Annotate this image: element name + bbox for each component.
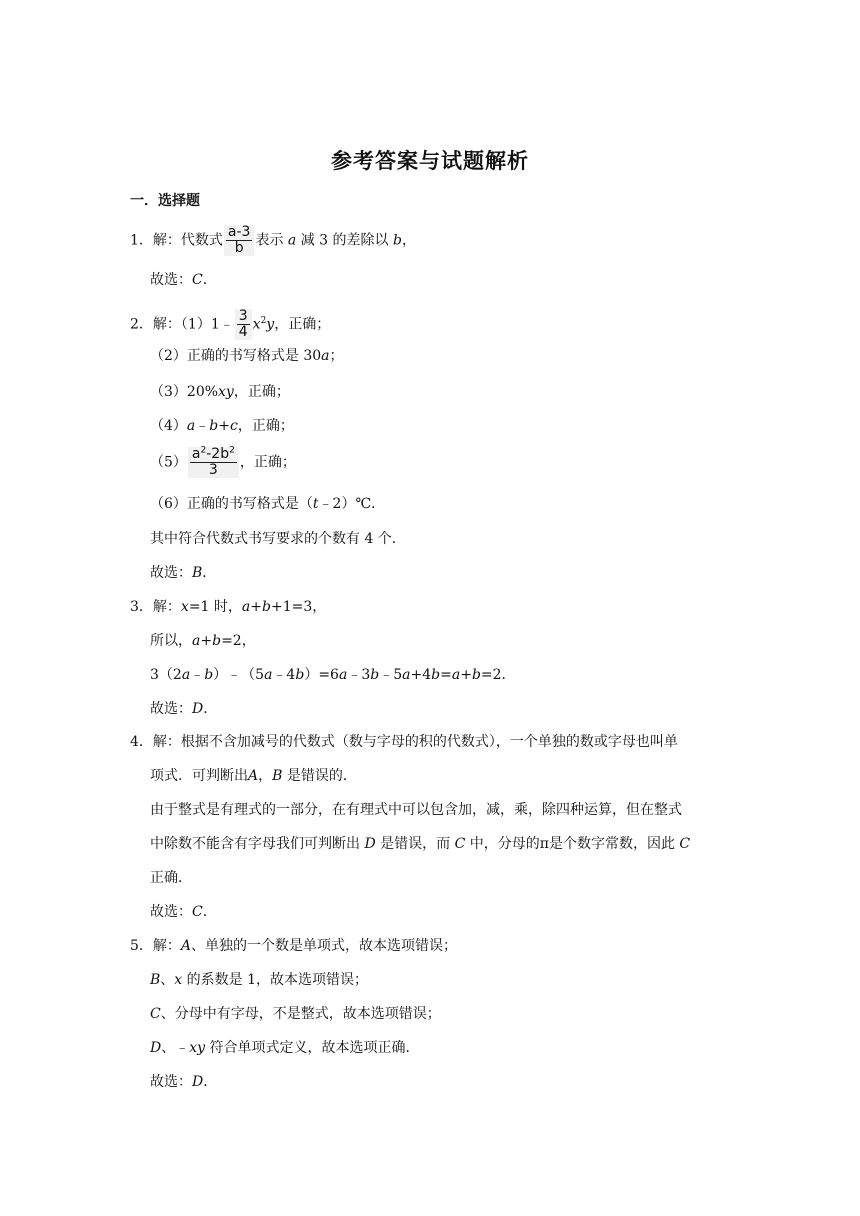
q3-text: 所以，	[150, 633, 192, 649]
q2-var: c	[229, 418, 238, 434]
q3-text: ﹣	[190, 667, 205, 683]
q3-text: +	[200, 633, 213, 649]
q3-var: b	[204, 667, 214, 683]
q3-var: a	[241, 599, 251, 615]
q1-text: 表示	[255, 232, 284, 249]
answer-letter: D	[192, 1074, 204, 1090]
section-heading: 一．选择题	[130, 193, 200, 209]
answer-letter: D	[192, 701, 204, 717]
q2-text: ；	[329, 348, 344, 364]
q2-fraction-denominator: 4	[238, 324, 248, 340]
q5-var: D	[150, 1040, 162, 1056]
q4-line-3: 由于整式是有理式的一部分，在有理式中可以包含加，减，乘，除四种运算，但在整式	[150, 802, 682, 818]
q4-line-4	[150, 834, 690, 854]
q4-text: 项式．可判断出	[150, 768, 248, 784]
answer-suffix: ．	[202, 565, 217, 581]
q5-var: xy	[189, 1040, 206, 1056]
q3-var: b	[212, 633, 222, 649]
q3-var: a	[181, 667, 191, 683]
q4-var: D	[364, 836, 376, 852]
q3-var: b	[431, 667, 441, 683]
q2-fraction-numerator: 3	[238, 308, 248, 324]
q5-text: 、单独的一个数是单项式，故本选项错误；	[191, 938, 458, 954]
q1-var: a	[287, 232, 297, 249]
q5-answer	[150, 1072, 217, 1092]
q5-line-1	[130, 936, 457, 956]
q5-line-4	[150, 1038, 420, 1058]
q5-var: A	[180, 938, 192, 954]
answer-prefix: 故选：	[150, 272, 192, 288]
q1-text: ，	[401, 232, 416, 249]
q3-var: x	[180, 599, 189, 615]
q2-text: （3）20%	[150, 384, 219, 400]
q2-var: xy	[218, 384, 234, 400]
q5-var: x	[174, 972, 183, 988]
q1-text: 减 3 的差除以	[300, 232, 389, 249]
q2-text: ﹣2）℃．	[318, 496, 386, 512]
q4-var: C	[679, 836, 691, 852]
q2-line-5	[150, 447, 296, 478]
q2-var: a	[186, 418, 196, 434]
q2-text: （2）正确的书写格式是 30	[150, 348, 322, 364]
q3-answer	[150, 699, 217, 719]
q3-text: +1=3，	[270, 599, 327, 615]
q2-num-part: a	[191, 446, 201, 462]
q2-line-2	[150, 346, 344, 366]
page-title: 参考答案与试题解析	[331, 148, 529, 173]
q3-text: =2．	[480, 667, 516, 683]
q2-line-4	[150, 416, 294, 436]
answer-prefix: 故选：	[150, 1074, 192, 1090]
q2-num-part: -2b	[206, 446, 230, 462]
q4-text: 中除数不能含有字母我们可判断出	[150, 836, 360, 852]
q4-text: 中，分母的π是个数字常数，因此	[469, 836, 675, 852]
q3-text: ﹣4	[272, 667, 296, 683]
q5-text: 的系数是 1，故本选项错误；	[186, 972, 369, 988]
q3-var: a	[338, 667, 348, 683]
q4-answer	[150, 902, 217, 922]
q2-text: +	[218, 418, 230, 434]
q5-var: C	[150, 1006, 161, 1022]
q3-text: =	[440, 667, 452, 683]
q2-text: （6）正确的书写格式是（	[150, 496, 313, 512]
q1-fraction-numerator: a-3	[227, 224, 251, 240]
q3-var: a	[192, 633, 201, 649]
q1-fraction	[224, 225, 255, 256]
q1-line-1	[130, 225, 416, 256]
q4-line-2	[150, 766, 357, 786]
q2-line-3	[150, 382, 290, 402]
q3-text: 3（2	[150, 667, 182, 683]
q4-text: ，	[258, 768, 273, 784]
q3-text: +4	[410, 667, 432, 683]
q3-var: b	[370, 667, 380, 683]
q1-fraction-denominator: b	[234, 240, 244, 256]
q2-text: （4）	[150, 418, 187, 434]
q2-text: （5）	[150, 454, 187, 471]
q3-text: ﹣3	[347, 667, 371, 683]
q2-text: ﹣	[195, 418, 210, 434]
q2-exponent: 2	[260, 315, 267, 326]
q3-text: +	[250, 599, 263, 615]
answer-suffix: ．	[202, 272, 217, 288]
q5-text: 5．解：	[130, 938, 181, 954]
q4-line-1: 4．解：根据不含加减号的代数式（数与字母的积的代数式），一个单独的数或字母也叫单	[130, 734, 678, 750]
q3-line-1	[130, 597, 326, 617]
q4-text: 是错误，而	[380, 836, 451, 852]
q3-var: b	[471, 667, 481, 683]
q3-text: +	[460, 667, 472, 683]
q2-text: ，正确；	[233, 384, 290, 400]
q2-text: ，正确；	[239, 454, 296, 471]
q3-line-2	[150, 631, 256, 651]
q4-var: A	[248, 768, 259, 784]
q1-answer	[150, 270, 217, 290]
q4-line-5: 正确．	[150, 870, 192, 886]
q5-text: 、分母中有字母，不是整式，故本选项错误；	[160, 1006, 441, 1022]
q2-var: x	[252, 316, 261, 333]
q3-var: a	[402, 667, 411, 683]
q5-var: B	[150, 972, 161, 988]
q2-var: b	[209, 418, 219, 434]
q5-text: 、	[160, 972, 175, 988]
q2-fraction-2	[188, 447, 239, 478]
q4-var: B	[272, 768, 283, 784]
q2-fraction-2-numerator	[190, 447, 237, 463]
q3-text: =1 时，	[188, 599, 242, 615]
q2-var: a	[321, 348, 330, 364]
q3-text: ﹣5	[379, 667, 403, 683]
q3-var: b	[262, 599, 271, 615]
q2-line-6	[150, 494, 385, 514]
answer-prefix: 故选：	[150, 701, 192, 717]
q2-exponent: 2	[229, 445, 235, 456]
q2-answer	[150, 563, 216, 583]
q1-text: 1．解：代数式	[130, 232, 223, 249]
q3-line-3	[150, 665, 516, 685]
q2-text: ，正确；	[237, 418, 294, 434]
q2-text: ，正确；	[274, 316, 331, 333]
q2-line-7: 其中符合代数式书写要求的个数有 4 个．	[150, 531, 406, 547]
q2-text: 2．解：（1）1﹣	[130, 316, 234, 333]
q5-text: 、﹣	[161, 1040, 190, 1056]
q5-line-3	[150, 1004, 441, 1024]
q2-fraction-2-denominator: 3	[208, 462, 218, 478]
q4-var: C	[454, 836, 466, 852]
q4-text: 是错误的．	[286, 768, 357, 784]
answer-prefix: 故选：	[150, 565, 192, 581]
q3-text: =2，	[221, 633, 256, 649]
q3-var: a	[451, 667, 461, 683]
q2-line-1	[130, 309, 330, 340]
q2-fraction	[235, 309, 252, 340]
answer-prefix: 故选：	[150, 904, 192, 920]
q3-var: b	[295, 667, 305, 683]
q3-text: 3．解：	[130, 599, 181, 615]
answer-letter: B	[192, 565, 203, 581]
answer-suffix: ．	[203, 701, 218, 717]
q3-var: a	[264, 667, 273, 683]
answer-suffix: ．	[202, 904, 217, 920]
q5-text: 符合单项式定义，故本选项正确．	[209, 1040, 420, 1056]
q3-text: ）﹣（5	[213, 667, 265, 683]
q1-var: b	[393, 232, 402, 249]
answer-letter: C	[192, 904, 203, 920]
q3-text: ）=6	[304, 667, 339, 683]
answer-suffix: ．	[203, 1074, 218, 1090]
answer-letter: C	[192, 272, 203, 288]
q2-var: y	[266, 316, 275, 333]
q2-var: t	[312, 496, 319, 512]
q5-line-2	[150, 970, 368, 990]
q2-exponent: 2	[200, 445, 207, 456]
